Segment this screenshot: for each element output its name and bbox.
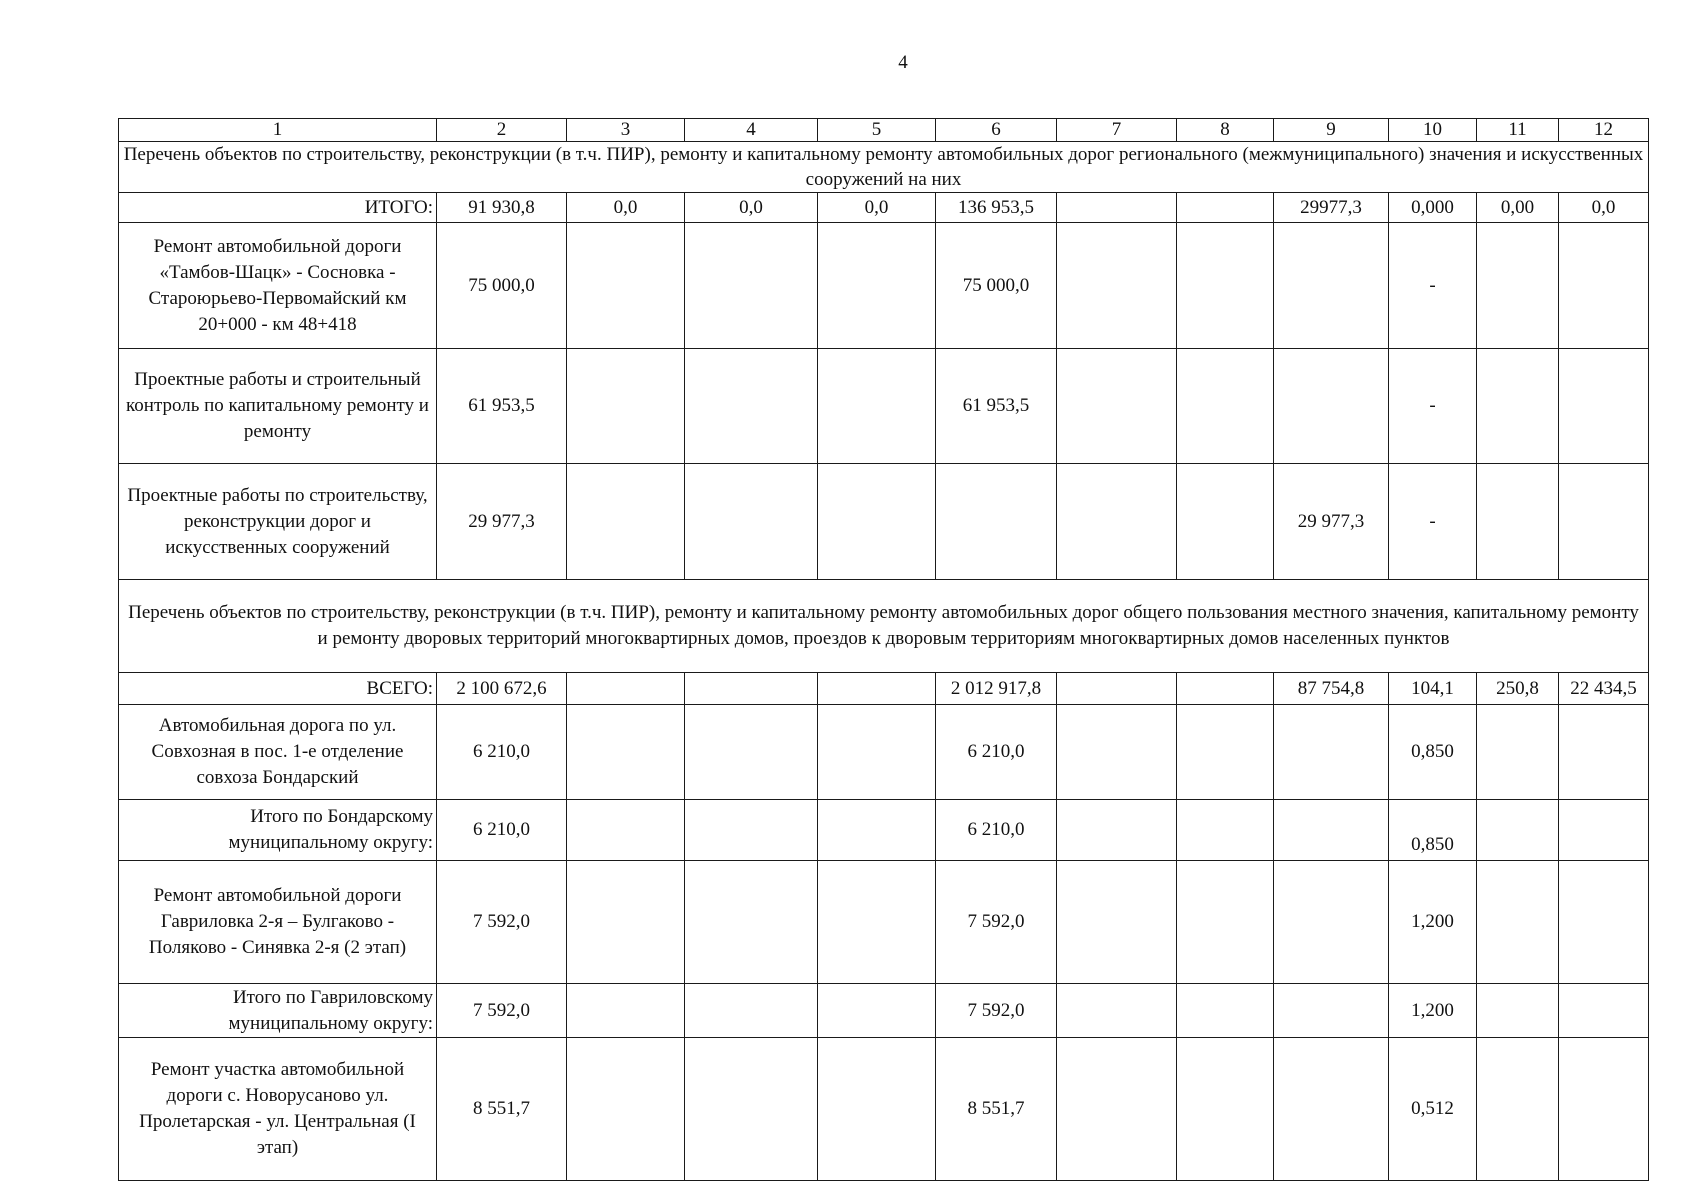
table-cell: - [1389, 223, 1477, 349]
table-cell: 8 551,7 [936, 1038, 1057, 1181]
table-cell: 6 210,0 [936, 705, 1057, 800]
roads-funding-table [118, 118, 1649, 1181]
subtotal-row [119, 800, 1649, 861]
table-cell [1177, 464, 1274, 580]
total-row [119, 673, 1649, 705]
table-cell [818, 861, 936, 984]
column-number: 10 [1389, 119, 1477, 142]
table-cell: 7 592,0 [437, 984, 567, 1038]
section-heading-local: Перечень объектов по строительству, реконструкции (в т.ч. ПИР), ремонту и капитальному ремонту автомобильных дорог общего пользования местного значения, капитальному ремонту и ремонту дворовых территорий многоквартирных домов, проездов к дворовым территориям многоквартирных домов населенных пунктов [119, 580, 1649, 673]
table-cell [1057, 349, 1177, 464]
table-cell [567, 1038, 685, 1181]
table-cell [1274, 984, 1389, 1038]
table-cell [818, 705, 936, 800]
table-cell [1177, 673, 1274, 705]
table-cell [818, 349, 936, 464]
table-cell [1477, 223, 1559, 349]
table-row [119, 464, 1649, 580]
table-cell: 0,512 [1389, 1038, 1477, 1181]
table-cell: 2 012 917,8 [936, 673, 1057, 705]
table-cell [685, 673, 818, 705]
table-cell [818, 800, 936, 861]
table-cell [1559, 464, 1649, 580]
table-cell: 7 592,0 [936, 861, 1057, 984]
table-cell: 61 953,5 [936, 349, 1057, 464]
table-cell: 29977,3 [1274, 193, 1389, 223]
table-cell [567, 673, 685, 705]
column-number: 8 [1177, 119, 1274, 142]
table-cell [1274, 1038, 1389, 1181]
column-number: 9 [1274, 119, 1389, 142]
table-cell [1057, 223, 1177, 349]
table-cell [567, 464, 685, 580]
column-number: 1 [119, 119, 437, 142]
column-number: 4 [685, 119, 818, 142]
table-cell: 1,200 [1389, 984, 1477, 1038]
table-cell [1177, 705, 1274, 800]
table-cell [1559, 705, 1649, 800]
table-cell [567, 349, 685, 464]
table-cell: - [1389, 349, 1477, 464]
table-cell [1274, 349, 1389, 464]
table-cell: 29 977,3 [437, 464, 567, 580]
table-cell [1477, 349, 1559, 464]
table-cell [1177, 193, 1274, 223]
table-cell [1274, 800, 1389, 861]
column-number: 2 [437, 119, 567, 142]
column-number: 6 [936, 119, 1057, 142]
table-cell: 6 210,0 [437, 800, 567, 861]
table-cell: 0,00 [1477, 193, 1559, 223]
table-cell [1559, 800, 1649, 861]
object-name: Проектные работы по строительству, реконструкции дорог и искусственных сооружений [119, 464, 437, 580]
table-cell [1057, 984, 1177, 1038]
section-heading-row [119, 142, 1649, 193]
table-row [119, 349, 1649, 464]
subtotal-label: Итого по Бондарскому муниципальному округу: [119, 800, 437, 861]
table-cell [1057, 800, 1177, 861]
table-cell [567, 861, 685, 984]
total-label: ИТОГО: [119, 193, 437, 223]
table-cell: 91 930,8 [437, 193, 567, 223]
object-name: Ремонт автомобильной дороги «Тамбов-Шацк» - Сосновка - Староюрьево-Первомайский км 20+000 - км 48+418 [119, 223, 437, 349]
table-cell: 7 592,0 [936, 984, 1057, 1038]
table-cell [1177, 349, 1274, 464]
table-cell: 0,000 [1389, 193, 1477, 223]
subtotal-row [119, 984, 1649, 1038]
table-cell: 75 000,0 [936, 223, 1057, 349]
table-cell [1477, 800, 1559, 861]
table-cell [1559, 861, 1649, 984]
table-cell: 29 977,3 [1274, 464, 1389, 580]
table-cell [818, 1038, 936, 1181]
total-label: ВСЕГО: [119, 673, 437, 705]
table-cell: 22 434,5 [1559, 673, 1649, 705]
table-cell [1057, 193, 1177, 223]
table-cell: 75 000,0 [437, 223, 567, 349]
table-cell: 250,8 [1477, 673, 1559, 705]
table-cell [1559, 1038, 1649, 1181]
table-cell [818, 464, 936, 580]
table-row [119, 705, 1649, 800]
table-cell [818, 984, 936, 1038]
column-number: 11 [1477, 119, 1559, 142]
table-cell: 0,850 [1389, 705, 1477, 800]
table-cell: 87 754,8 [1274, 673, 1389, 705]
table-cell [1177, 800, 1274, 861]
table-cell [1057, 705, 1177, 800]
table-cell: 6 210,0 [437, 705, 567, 800]
page-number: 4 [898, 52, 908, 73]
table-cell: - [1389, 464, 1477, 580]
table-cell [1559, 984, 1649, 1038]
table-cell: 61 953,5 [437, 349, 567, 464]
table-cell: 7 592,0 [437, 861, 567, 984]
table-cell [1477, 861, 1559, 984]
table-cell [1057, 861, 1177, 984]
table-cell [685, 705, 818, 800]
subtotal-label: Итого по Гавриловскому муниципальному округу: [119, 984, 437, 1038]
table-cell: 0,0 [685, 193, 818, 223]
table-cell [567, 705, 685, 800]
table-cell [1559, 349, 1649, 464]
table-cell [1274, 861, 1389, 984]
table-cell [1477, 984, 1559, 1038]
table-cell [1057, 1038, 1177, 1181]
section-heading-regional: Перечень объектов по строительству, реконструкции (в т.ч. ПИР), ремонту и капитальному ремонту автомобильных дорог регионального (межмуниципального) значения и искусственных сооружений на них [119, 142, 1649, 193]
column-number: 7 [1057, 119, 1177, 142]
column-number-row [119, 119, 1649, 142]
table-cell: 1,200 [1389, 861, 1477, 984]
table-cell: 2 100 672,6 [437, 673, 567, 705]
total-row [119, 193, 1649, 223]
table-cell [685, 464, 818, 580]
table-cell [685, 223, 818, 349]
table-cell [685, 1038, 818, 1181]
table-cell: 0,850 [1389, 800, 1477, 861]
column-number: 5 [818, 119, 936, 142]
table-cell [567, 984, 685, 1038]
table-cell [685, 984, 818, 1038]
object-name: Проектные работы и строительный контроль по капитальному ремонту и ремонту [119, 349, 437, 464]
column-number: 12 [1559, 119, 1649, 142]
table-cell: 136 953,5 [936, 193, 1057, 223]
column-number: 3 [567, 119, 685, 142]
table-cell: 0,0 [818, 193, 936, 223]
section-heading-row [119, 580, 1649, 673]
table-cell: 8 551,7 [437, 1038, 567, 1181]
object-name: Ремонт участка автомобильной дороги с. Новорусаново ул. Пролетарская - ул. Центральная (I этап) [119, 1038, 437, 1181]
table-cell [1057, 464, 1177, 580]
table-cell: 6 210,0 [936, 800, 1057, 861]
table-cell [1177, 223, 1274, 349]
table-cell [1477, 1038, 1559, 1181]
table-cell [685, 861, 818, 984]
table-cell [1177, 1038, 1274, 1181]
table-cell [1477, 705, 1559, 800]
object-name: Автомобильная дорога по ул. Совхозная в пос. 1-е отделение совхоза Бондарский [119, 705, 437, 800]
table-cell [1177, 984, 1274, 1038]
table-cell [818, 223, 936, 349]
table-row [119, 861, 1649, 984]
table-cell [1477, 464, 1559, 580]
table-cell [1177, 861, 1274, 984]
table-cell [936, 464, 1057, 580]
table-cell [685, 800, 818, 861]
table-cell: 0,0 [1559, 193, 1649, 223]
table-cell [1274, 223, 1389, 349]
table-row [119, 1038, 1649, 1181]
object-name: Ремонт автомобильной дороги Гавриловка 2-я – Булгаково - Поляково - Синявка 2-я (2 этап) [119, 861, 437, 984]
table-cell [1559, 223, 1649, 349]
table-cell [685, 349, 818, 464]
table-cell [567, 800, 685, 861]
table-cell: 0,0 [567, 193, 685, 223]
table-cell: 104,1 [1389, 673, 1477, 705]
table-row [119, 223, 1649, 349]
table-cell [818, 673, 936, 705]
table-cell [1274, 705, 1389, 800]
table-cell [567, 223, 685, 349]
table-cell [1057, 673, 1177, 705]
